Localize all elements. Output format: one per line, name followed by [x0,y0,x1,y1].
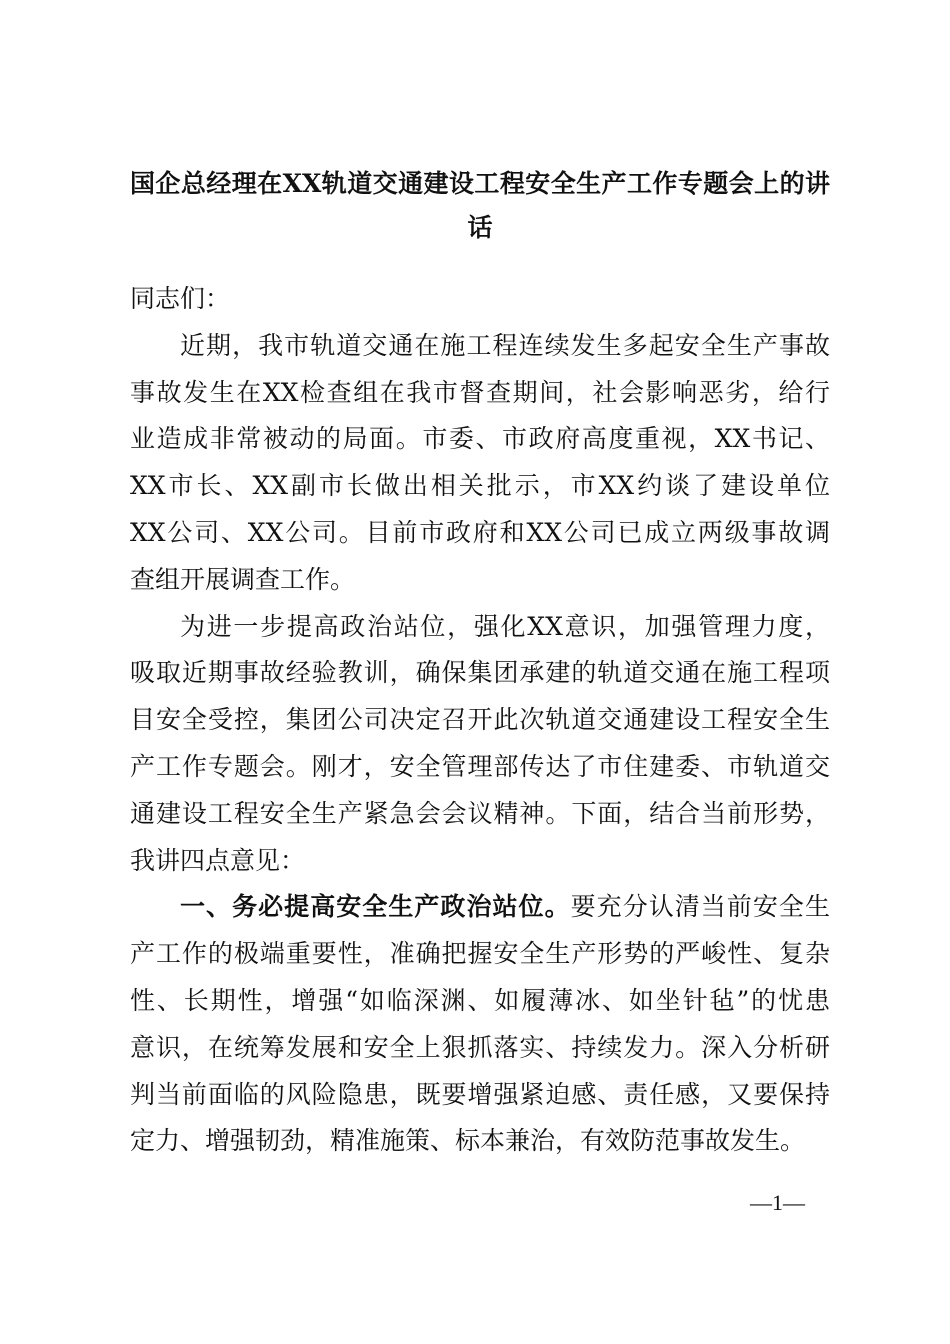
text-line: 定力、增强韧劲，精准施策、标本兼治，有效防范事故发生。 [130,1126,806,1156]
salutation: 同志们： [130,284,231,313]
text-line [130,884,830,931]
text-line: 意识，在统筹发展和安全上狠抓落实、持续发力。深入分析研 [130,1032,830,1062]
title-line-2: 话 [467,213,493,242]
text-line: XX公司、XX公司。目前市政府和XX公司已成立两级事故调 [130,517,830,547]
paragraph-1 [130,323,830,604]
text-line: 产工作专题会。刚才，安全管理部传达了市住建委、市轨道交 [130,751,830,781]
page-number: —1— [750,1190,805,1215]
title-line-1: 国企总经理在XX轨道交通建设工程安全生产工作专题会上的讲 [130,169,830,198]
text-line: 为进一步提高政治站位，强化XX意识，加强管理力度， [180,611,830,641]
text-line: 查组开展调查工作。 [130,564,356,594]
text-line: 我讲四点意见： [130,845,306,875]
text-line: 产工作的极端重要性，准确把握安全生产形势的严峻性、复杂 [130,939,830,969]
text-line: 判当前面临的风险隐患，既要增强紧迫感、责任感，又要保持 [130,1079,830,1109]
text-line: 吸取近期事故经验教训，确保集团承建的轨道交通在施工程项 [130,658,830,688]
paragraph-2 [130,604,830,885]
document-title [130,162,830,250]
text-line: 事故发生在XX检查组在我市督查期间，社会影响恶劣，给行 [130,377,830,407]
text-line: 通建设工程安全生产紧急会会议精神。下面，结合当前形势， [130,798,830,828]
text-line: 性、长期性，增强“如临深渊、如履薄冰、如坐针毡”的忧患 [130,985,830,1015]
paragraph-3 [130,884,830,1165]
text-line: 业造成非常被动的局面。市委、市政府高度重视，XX书记、 [130,424,830,454]
text-line: XX市长、XX副市长做出相关批示，市XX约谈了建设单位 [130,471,830,501]
text-run: 要充分认清当前安全生 [570,892,830,922]
document-body [130,276,830,1165]
text-line: 近期，我市轨道交通在施工程连续发生多起安全生产事故 [180,330,830,360]
text-line: 目安全受控，集团公司决定召开此次轨道交通建设工程安全生 [130,705,830,735]
section-heading: 一、务必提高安全生产政治站位。 [180,892,571,922]
